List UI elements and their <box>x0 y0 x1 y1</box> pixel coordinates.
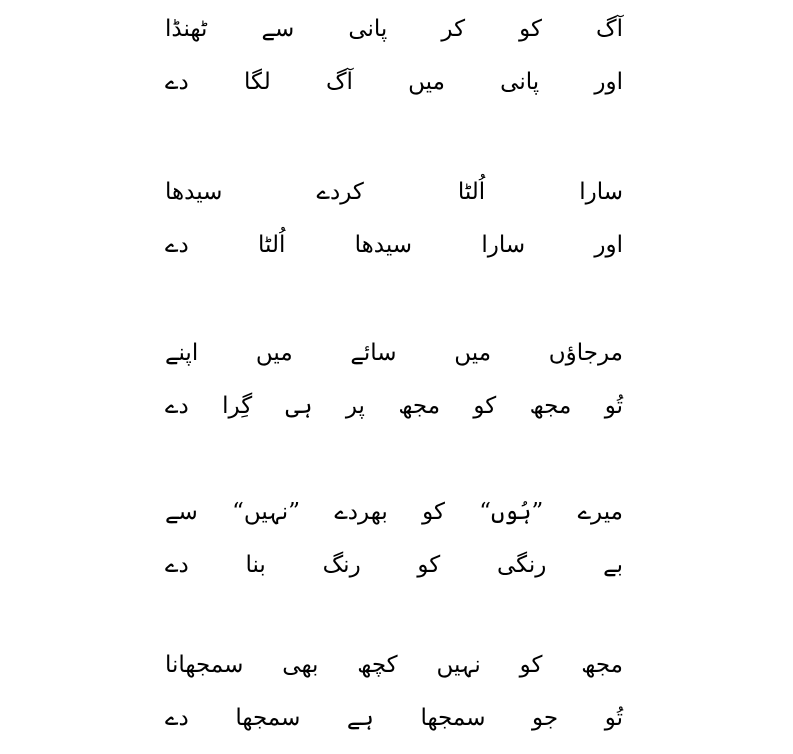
word: پانی <box>348 16 388 42</box>
word: اُلٹا <box>457 179 486 205</box>
word: میں <box>408 69 445 95</box>
word: دے <box>165 552 189 578</box>
word: ہی <box>285 393 313 419</box>
word: مجھ <box>398 393 441 419</box>
word: اور <box>594 69 623 95</box>
poem-line-4 <box>165 219 623 272</box>
word: بنا <box>245 552 266 578</box>
word: مرجاؤں <box>548 340 623 366</box>
word: سمجھا <box>420 705 486 731</box>
word: میں <box>454 340 492 366</box>
word: بے <box>603 552 623 578</box>
word: کو <box>519 16 542 42</box>
poem-line-9 <box>165 639 623 692</box>
poem-line-7 <box>165 486 623 539</box>
word: سائے <box>350 340 397 366</box>
word: رنگی <box>496 552 547 578</box>
word: کو <box>473 393 497 419</box>
word: بھردے <box>334 499 388 525</box>
word: اپنے <box>165 340 199 366</box>
poem-line-1 <box>165 3 623 56</box>
word: نہیں <box>436 652 481 678</box>
word: پانی <box>500 69 540 95</box>
poem-line-8 <box>165 539 623 592</box>
word: دے <box>165 705 189 731</box>
word: اُلٹا <box>258 232 286 258</box>
word: ٹھنڈا <box>165 16 208 42</box>
poem-line-10 <box>165 692 623 745</box>
stanza-2 <box>165 166 623 272</box>
word: سمجھا <box>235 705 301 731</box>
word: کردے <box>316 179 364 205</box>
word: میں <box>255 340 293 366</box>
word: سارا <box>481 232 526 258</box>
word: کو <box>422 499 445 525</box>
poem-line-2 <box>165 56 623 109</box>
poem-line-6 <box>165 380 623 433</box>
word: دے <box>165 232 189 258</box>
word: سے <box>165 499 198 525</box>
word: مجھ <box>529 393 572 419</box>
stanza-1 <box>165 3 623 109</box>
word: سیدھا <box>354 232 413 258</box>
word: تُو <box>604 705 623 731</box>
word: کو <box>519 652 543 678</box>
word: اور <box>594 232 623 258</box>
word: کچھ <box>357 652 398 678</box>
word: آگ <box>325 69 353 95</box>
word: مجھ <box>581 652 623 678</box>
word: سے <box>261 16 295 42</box>
word: سارا <box>579 179 623 205</box>
word: گِرا <box>222 393 253 419</box>
word: جو <box>532 705 559 731</box>
word: بھی <box>282 652 319 678</box>
word: کو <box>417 552 441 578</box>
word: تُو <box>604 393 623 419</box>
word: سمجھانا <box>165 652 244 678</box>
word: دے <box>165 69 189 95</box>
word: کر <box>441 16 466 42</box>
poem-line-5 <box>165 327 623 380</box>
word: ”نہیں“ <box>232 499 300 525</box>
poem-line-3 <box>165 166 623 219</box>
word: ہے <box>346 705 374 731</box>
word: پر <box>345 393 365 419</box>
stanza-5 <box>165 639 623 745</box>
word: ”ہُوں“ <box>479 499 544 525</box>
word: آگ <box>596 16 623 42</box>
word: رنگ <box>322 552 361 578</box>
word: دے <box>165 393 189 419</box>
stanza-3 <box>165 327 623 433</box>
word: میرے <box>577 499 623 525</box>
stanza-4 <box>165 486 623 592</box>
word: سیدھا <box>165 179 223 205</box>
word: لگا <box>243 69 271 95</box>
